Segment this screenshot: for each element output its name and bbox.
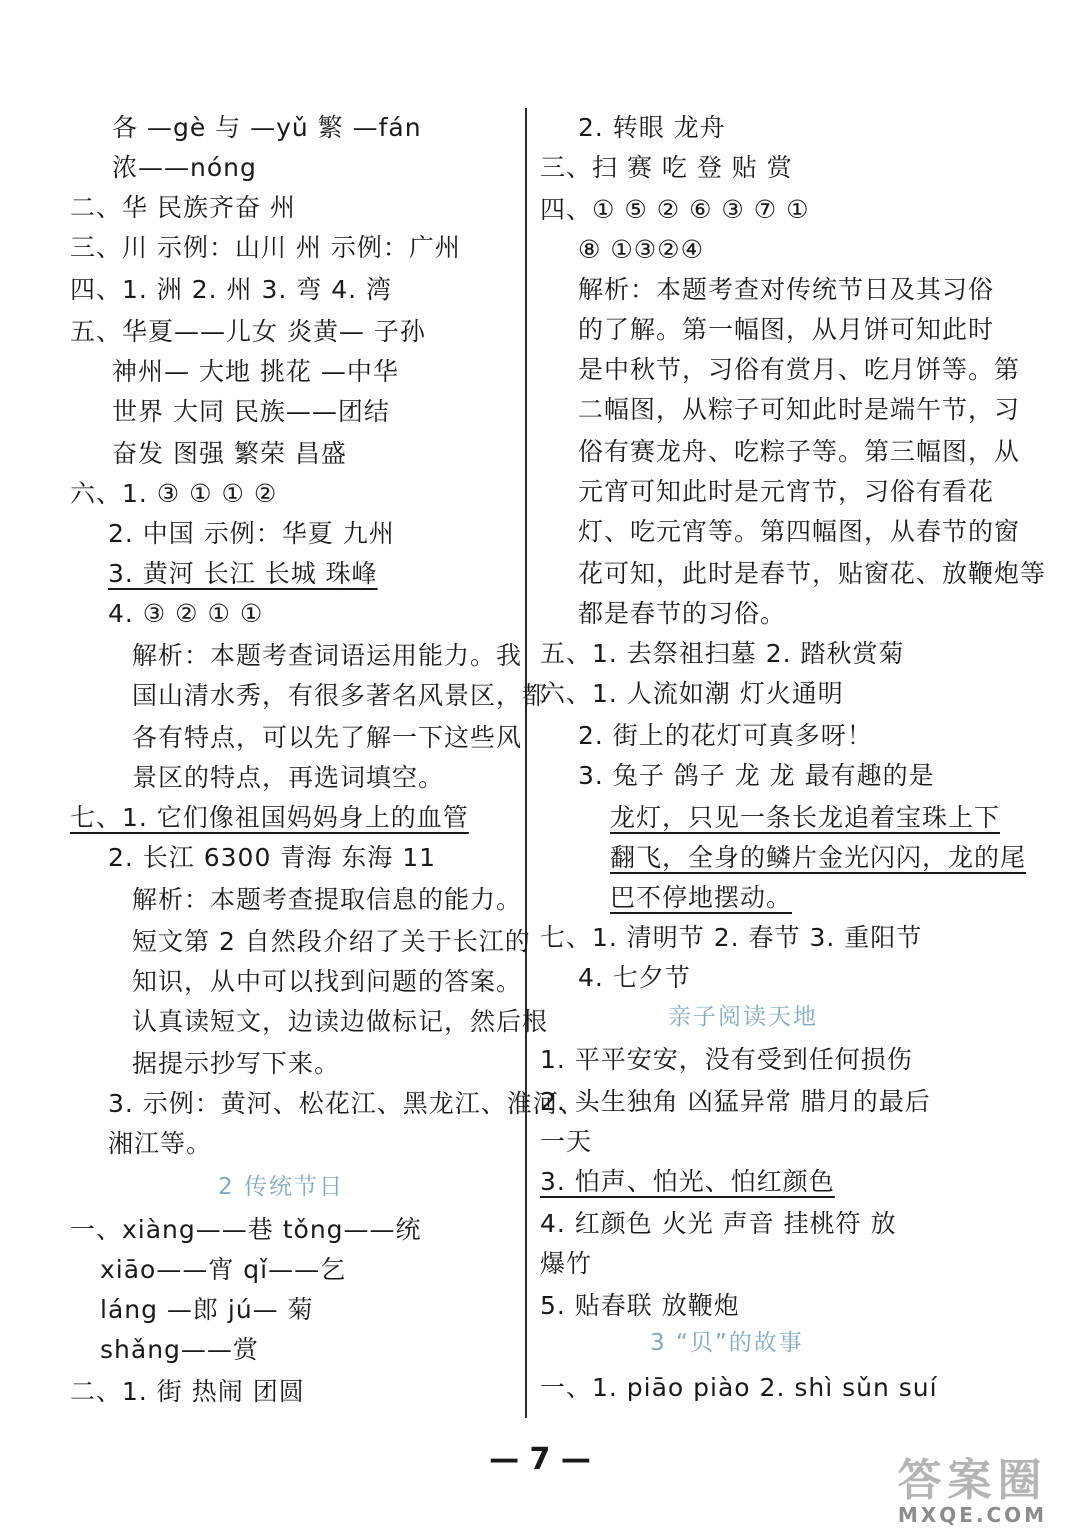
analysis-text: 据提示抄写下来。 xyxy=(132,1049,341,1078)
text-line: 一、xiàng——巷 tǒng——统 xyxy=(70,1215,422,1244)
analysis-text: 景区的特点，再选词填空。 xyxy=(132,763,445,792)
analysis-text: 元宵可知此时是元宵节，习俗有看花 xyxy=(578,477,995,506)
text-line: 四、1. 洲 2. 州 3. 弯 4. 湾 xyxy=(70,275,393,304)
text-line: 五、1. 去祭祖扫墓 2. 踏秋赏菊 xyxy=(540,639,905,668)
text-line: 2. 中国 示例：华夏 九州 xyxy=(108,519,395,548)
text-line: 湘江等。 xyxy=(108,1129,213,1158)
analysis-text: 解析：本题考查对传统节日及其习俗 xyxy=(578,275,995,304)
text-line: 七、1. 它们像祖国妈妈身上的血管 xyxy=(70,803,469,832)
section-title: 亲子阅读天地 xyxy=(668,1004,818,1030)
analysis-text: 都是春节的习俗。 xyxy=(578,599,787,628)
text-line: 3. 黄河 长江 长城 珠峰 xyxy=(108,559,378,588)
text-line: 五、华夏——儿女 炎黄— 子孙 xyxy=(70,317,426,346)
text-line: 龙灯，只见一条长龙追着宝珠上下 xyxy=(610,803,1001,832)
text-line: 4. 七夕节 xyxy=(578,963,691,992)
text-line: láng —郎 jú— 菊 xyxy=(100,1295,314,1324)
text-line: 翻飞，全身的鳞片金光闪闪，龙的尾 xyxy=(610,843,1027,872)
watermark-logo xyxy=(870,1456,1075,1528)
text-line: 七、1. 清明节 2. 春节 3. 重阳节 xyxy=(540,923,923,952)
analysis-text: 知识，从中可以找到问题的答案。 xyxy=(132,967,523,996)
analysis-text: 解析：本题考查词语运用能力。我 xyxy=(132,641,523,670)
text-line: 六、1. ③ ① ① ② xyxy=(70,479,278,508)
text-line: 巴不停地摆动。 xyxy=(610,883,793,912)
analysis-text: 各有特点，可以先了解一下这些风 xyxy=(132,723,523,752)
text-line: 3. 兔子 鸽子 龙 龙 最有趣的是 xyxy=(578,761,935,790)
analysis-text: 花可知，此时是春节，贴窗花、放鞭炮等 xyxy=(578,559,1047,588)
text-line: 3. 怕声、怕光、怕红颜色 xyxy=(540,1167,835,1196)
text-line: 2. 街上的花灯可真多呀！ xyxy=(578,721,873,750)
text-line: xiāo——宵 qǐ——乞 xyxy=(100,1255,347,1284)
analysis-text: 认真读短文，边读边做标记，然后根 xyxy=(132,1007,549,1036)
text-line: 4. ③ ② ① ① xyxy=(108,599,264,628)
column-divider xyxy=(525,108,527,1418)
text-line: 三、川 示例：山川 州 示例：广州 xyxy=(70,233,461,262)
text-line: 2. 转眼 龙舟 xyxy=(578,113,726,142)
analysis-text: 是中秋节，习俗有赏月、吃月饼等。第 xyxy=(578,355,1021,384)
page-number: — 7 — xyxy=(489,1442,591,1477)
watermark-sub: MXQE.COM xyxy=(897,1503,1048,1527)
text-line: 浓——nóng xyxy=(112,153,257,182)
text-line: 各 —gè 与 —yǔ 繁 —fán xyxy=(112,113,422,142)
text-line: 5. 贴春联 放鞭炮 xyxy=(540,1291,740,1320)
analysis-text: 短文第 2 自然段介绍了关于长江的 xyxy=(132,927,531,956)
section-title: 3 “贝”的故事 xyxy=(650,1330,804,1356)
text-line: 4. 红颜色 火光 声音 挂桃符 放 xyxy=(540,1209,897,1238)
text-line: 2. 头生独角 凶猛异常 腊月的最后 xyxy=(540,1087,931,1116)
text-line: 奋发 图强 繁荣 昌盛 xyxy=(112,439,347,468)
analysis-text: 俗有赛龙舟、吃粽子等。第三幅图，从 xyxy=(578,437,1021,466)
text-line: 三、扫 赛 吃 登 贴 赏 xyxy=(540,153,793,182)
text-line: 爆竹 xyxy=(540,1249,593,1278)
section-title: 2 传统节日 xyxy=(218,1174,344,1200)
analysis-text: 的了解。第一幅图，从月饼可知此时 xyxy=(578,315,995,344)
text-line: 3. 示例：黄河、松花江、黑龙江、淮河、 xyxy=(108,1089,585,1118)
text-line: 1. 平平安安，没有受到任何损伤 xyxy=(540,1045,913,1074)
analysis-text: 二幅图，从粽子可知此时是端午节，习 xyxy=(578,395,1021,424)
text-line: 二、华 民族齐奋 州 xyxy=(70,193,296,222)
analysis-text: 国山清水秀，有很多著名风景区，都 xyxy=(132,681,549,710)
text-line: 2. 长江 6300 青海 东海 11 xyxy=(108,843,437,872)
watermark-main: 答案圈 xyxy=(897,1455,1048,1506)
text-line: 六、1. 人流如潮 灯火通明 xyxy=(540,679,844,708)
analysis-text: 灯、吃元宵等。第四幅图，从春节的窗 xyxy=(578,517,1021,546)
text-line: 四、① ⑤ ② ⑥ ③ ⑦ ① xyxy=(540,195,810,224)
analysis-text: 解析：本题考查提取信息的能力。 xyxy=(132,885,523,914)
text-line: ⑧ ①③②④ xyxy=(578,235,705,264)
text-line: 神州— 大地 挑花 —中华 xyxy=(112,357,399,386)
text-line: 一天 xyxy=(540,1127,593,1156)
text-line: 二、1. 街 热闹 团圆 xyxy=(70,1377,305,1406)
text-line: 世界 大同 民族——团结 xyxy=(112,397,390,426)
text-line: shǎng——赏 xyxy=(100,1335,259,1364)
text-line: 一、1. piāo piào 2. shì sǔn suí xyxy=(540,1373,938,1402)
